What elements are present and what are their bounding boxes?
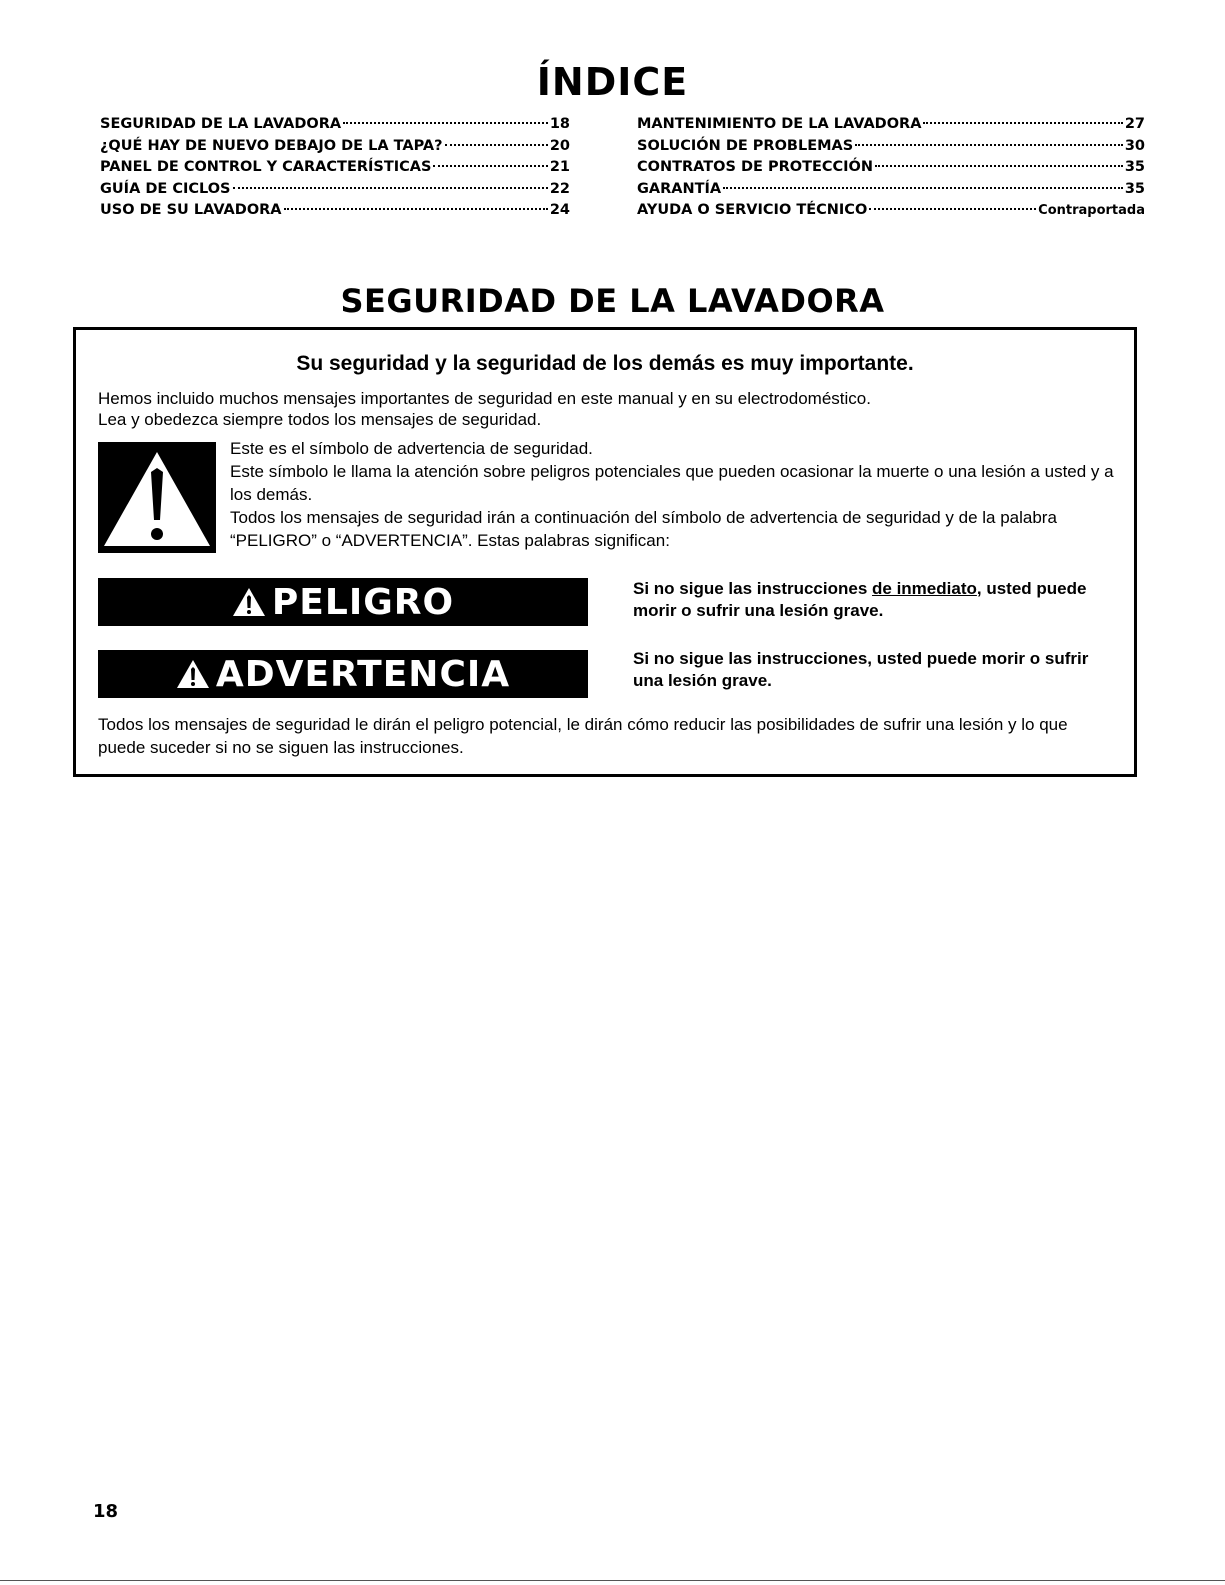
safety-heading: Su seguridad y la seguridad de los demás es muy importante. (296, 352, 914, 375)
toc-entry[interactable] (637, 159, 1145, 181)
warning-banner (98, 650, 588, 698)
toc-entry[interactable] (100, 116, 570, 138)
toc-entry-page: Contraportada (1038, 203, 1145, 218)
toc-entry-page: 27 (1124, 116, 1145, 132)
danger-description (633, 578, 1113, 622)
toc-entry[interactable] (100, 202, 570, 224)
toc-entry[interactable] (100, 181, 570, 203)
toc-entry-page: 35 (1124, 180, 1145, 197)
toc-entry-label: MANTENIMIENTO DE LA LAVADORA (637, 116, 922, 132)
warning-description: Si no sigue las instrucciones, usted puede morir o sufrir una lesión grave. (633, 649, 1089, 690)
index-title: ÍNDICE (536, 60, 689, 104)
toc-leader-dots (875, 165, 1123, 167)
toc-entry[interactable] (100, 138, 570, 160)
toc-entry-label: GUÍA DE CICLOS (100, 180, 231, 197)
toc-entry-page: 35 (1124, 159, 1145, 175)
symbol-explanation (230, 437, 1120, 552)
toc-leader-dots (445, 144, 548, 146)
toc-leader-dots (923, 122, 1122, 124)
toc-entry-label: SOLUCIÓN DE PROBLEMAS (637, 137, 854, 154)
toc-entry-page: 20 (549, 137, 570, 154)
toc-entry-page: 24 (549, 202, 570, 218)
warning-triangle-icon (176, 659, 210, 689)
danger-desc-emphasis: de inmediato (872, 579, 977, 598)
toc-entry-label: SEGURIDAD DE LA LAVADORA (100, 116, 342, 132)
toc-entry-page: 21 (549, 159, 570, 175)
danger-banner (98, 578, 588, 626)
toc-entry-page: 18 (549, 116, 570, 132)
toc-entry-label: GARANTÍA (637, 180, 722, 197)
safety-intro (98, 388, 871, 430)
toc-leader-dots (433, 165, 547, 167)
toc-entry-label: ¿QUÉ HAY DE NUEVO DEBAJO DE LA TAPA? (100, 137, 443, 154)
warning-label: ADVERTENCIA (215, 653, 511, 695)
symbol-line: Este símbolo le llama la atención sobre peligros potenciales que pueden ocasionar la muerte o una lesión a usted y a los demás. (230, 462, 1114, 504)
toc-entry[interactable] (100, 159, 570, 181)
bottom-rule (0, 1580, 1225, 1581)
toc-entry[interactable] (637, 138, 1145, 160)
intro-line: Lea y obedezca siempre todos los mensajes de seguridad. (98, 410, 542, 429)
toc-entry-label: PANEL DE CONTROL Y CARACTERÍSTICAS (100, 159, 432, 175)
toc-entry-label: CONTRATOS DE PROTECCIÓN (637, 159, 874, 175)
toc-entry[interactable] (637, 116, 1145, 138)
danger-desc-text: , usted puede morir o sufrir una lesión grave. (633, 579, 1087, 620)
danger-desc-text: Si no sigue las instrucciones (633, 579, 873, 598)
intro-line: Hemos incluido muchos mensajes importantes de seguridad en este manual y en su electrodoméstico. (98, 389, 871, 408)
toc-entry-page: 22 (549, 180, 570, 197)
section-title: SEGURIDAD DE LA LAVADORA (340, 282, 885, 320)
toc-leader-dots (343, 122, 548, 124)
toc-entry-page: 30 (1124, 137, 1145, 154)
toc-leader-dots (869, 208, 1036, 210)
symbol-line: Todos los mensajes de seguridad irán a continuación del símbolo de advertencia de seguridad y de la palabra “PELIGRO” o “ADVERTENCIA”. Estas palabras significan: (230, 508, 1057, 550)
warning-triangle-icon (232, 587, 266, 617)
toc-entry-label: USO DE SU LAVADORA (100, 202, 282, 218)
symbol-line: Este es el símbolo de advertencia de seguridad. (230, 439, 593, 458)
toc-left-column (100, 116, 570, 224)
safety-closing-text: Todos los mensajes de seguridad le dirán el peligro potencial, le dirán cómo reducir las posibilidades de sufrir una lesión y lo que puede suceder si no se siguen las instrucciones. (98, 715, 1068, 757)
toc-right-column (637, 116, 1145, 224)
toc-entry[interactable] (637, 181, 1145, 203)
toc-entry-label: AYUDA O SERVICIO TÉCNICO (637, 202, 868, 218)
toc-leader-dots (233, 187, 548, 189)
toc-leader-dots (723, 187, 1123, 189)
toc-leader-dots (855, 144, 1123, 146)
danger-label: PELIGRO (271, 581, 455, 623)
safety-box (73, 327, 1137, 777)
toc-leader-dots (284, 208, 548, 210)
page-number: 18 (93, 1501, 119, 1522)
toc-entry[interactable] (637, 202, 1145, 224)
safety-alert-symbol-icon (98, 442, 216, 553)
